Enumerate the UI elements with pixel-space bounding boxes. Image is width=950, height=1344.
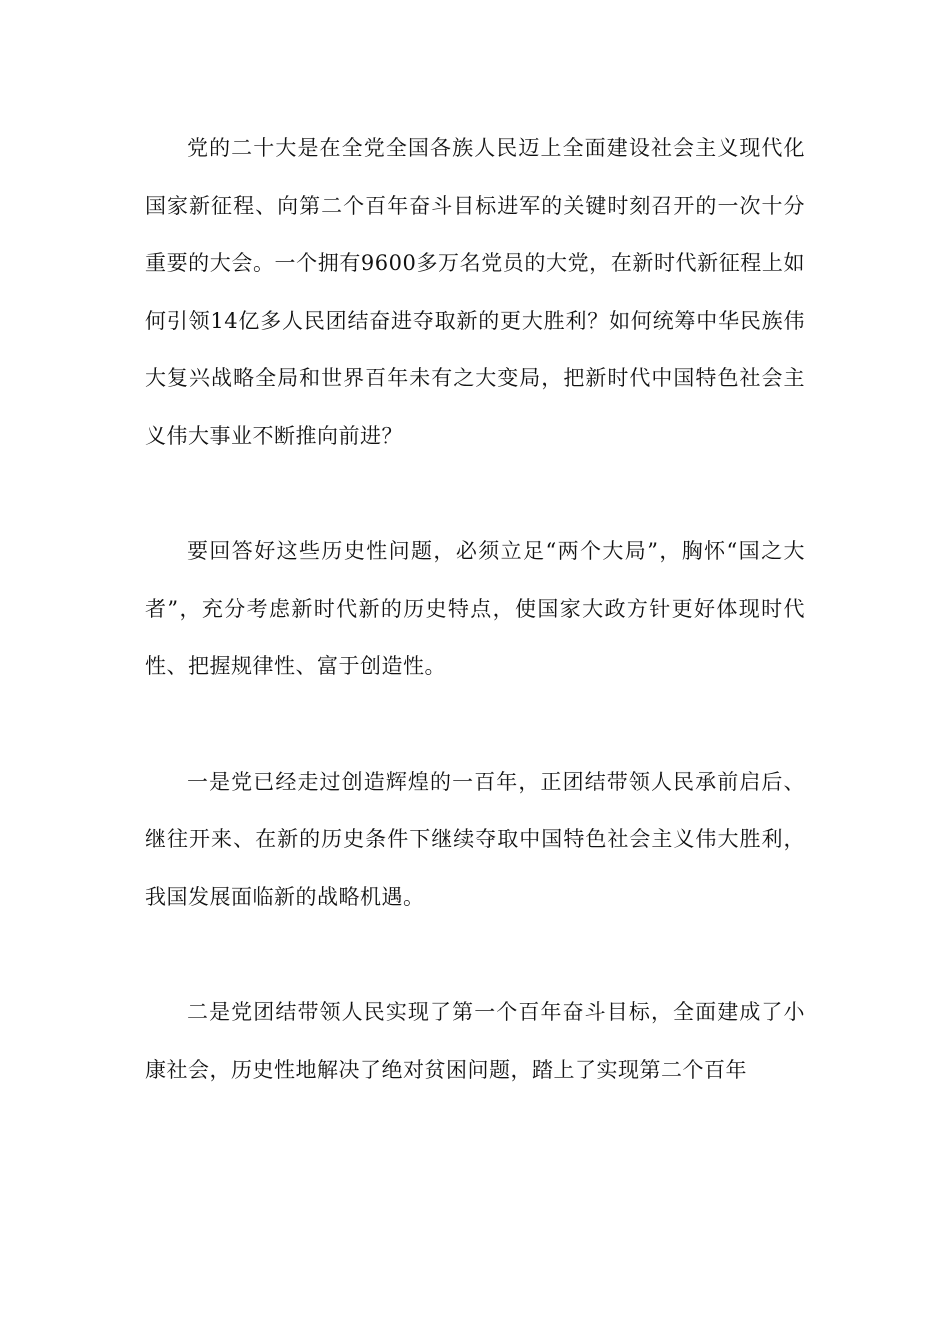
paragraph-3: 一是党已经走过创造辉煌的一百年，正团结带领人民承前启后、继往开来、在新的历史条件下继续夺取中国特色社会主义伟大胜利，我国发展面临新的战略机遇。: [145, 769, 805, 909]
paragraph-4: 二是党团结带领人民实现了第一个百年奋斗目标，全面建成了小康社会，历史性地解决了绝对贫困问题，踏上了实现第二个百年: [145, 999, 805, 1082]
paragraph-2: 要回答好这些历史性问题，必须立足“两个大局”，胸怀“国之大者”，充分考虑新时代新的历史特点，使国家大政方针更好体现时代性、把握规律性、富于创造性。: [145, 539, 805, 679]
paragraph-1: 党的二十大是在全党全国各族人民迈上全面建设社会主义现代化国家新征程、向第二个百年奋斗目标进军的关键时刻召开的一次十分重要的大会。一个拥有9600多万名党员的大党，在新时代新征程上如何引领14亿多人民团结奋进夺取新的更大胜利？如何统筹中华民族伟大复兴战略全局和世界百年未有之大变局，把新时代中国特色社会主义伟大事业不断推向前进？: [145, 136, 805, 448]
